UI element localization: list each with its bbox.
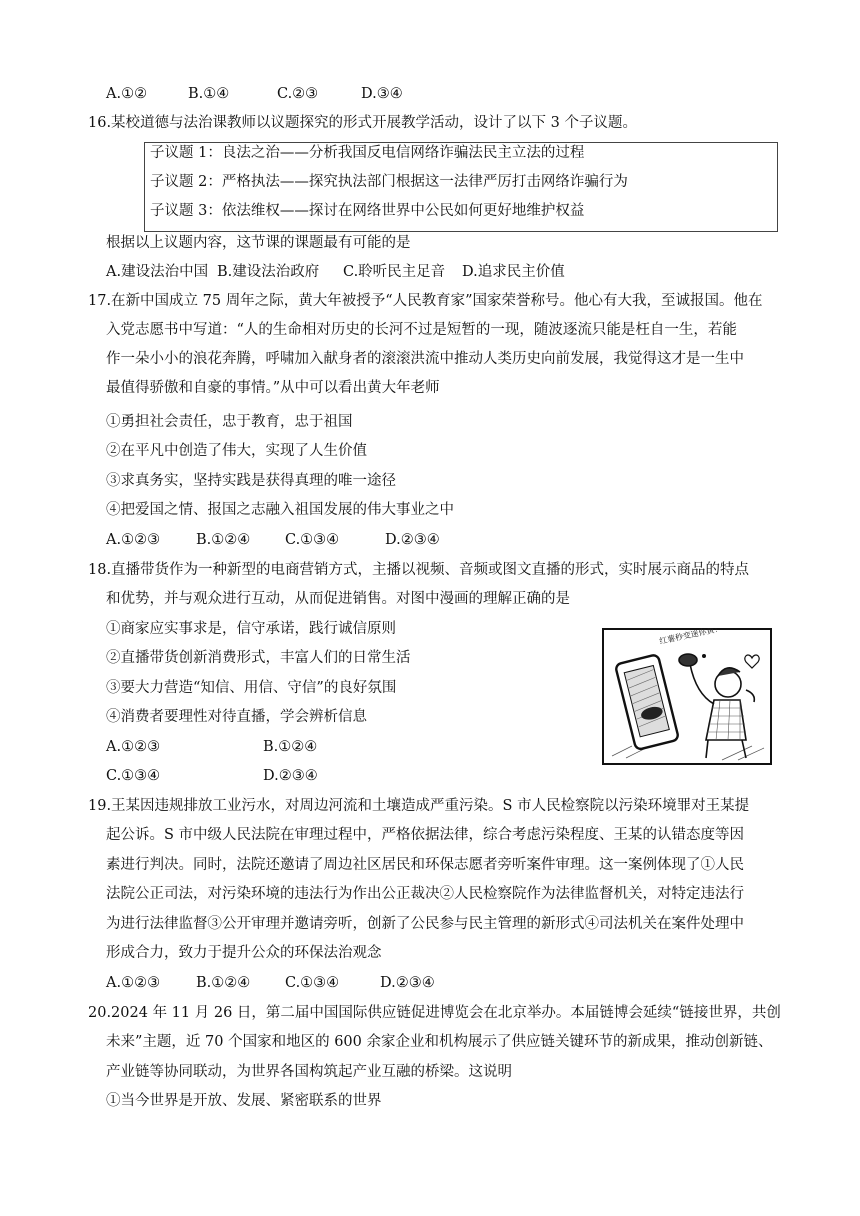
q18-item-2: ②直播带货创新消费形式，丰富人们的日常生活	[106, 650, 411, 666]
q19-option-c: C.①③④	[285, 975, 340, 991]
q18-item-1: ①商家应实事求是，信守承诺，践行诚信原则	[106, 621, 396, 637]
q19-stem-line-3: 素进行判决。同时，法院还邀请了周边社区居民和环保志愿者旁听案件审理。这一案例体现了①人民	[106, 857, 744, 873]
q18-stem-line-1: 18.直播带货作为一种新型的电商营销方式，主播以视频、音频或图文直播的形式，实时展示商品的特点	[88, 562, 750, 578]
q15-option-b: B.①④	[188, 86, 230, 102]
q16-question: 根据以上议题内容，这节课的课题最有可能的是	[106, 235, 411, 251]
q17-option-a: A.①②③	[106, 532, 161, 548]
q19-option-d: D.②③④	[380, 975, 435, 991]
q17-stem-line-1: 17.在新中国成立 75 周年之际，黄大年被授予“人民教育家”国家荣誉称号。他心有大我，至诚报国。他在	[88, 293, 763, 309]
q17-option-b: B.①②④	[196, 532, 251, 548]
q19-stem-line-6: 形成合力，致力于提升公众的环保法治观念	[106, 945, 382, 961]
q17-option-c: C.①③④	[285, 532, 340, 548]
q17-item-1: ①勇担社会责任，忠于教育，忠于祖国	[106, 414, 353, 430]
q20-item-1: ①当今世界是开放、发展、紧密联系的世界	[106, 1093, 382, 1109]
q19-stem-line-2: 起公诉。S 市中级人民法院在审理过程中，严格依据法律，综合考虑污染程度、王某的认错态度等因	[106, 827, 745, 843]
q17-item-3: ③求真务实，坚持实践是获得真理的唯一途径	[106, 473, 396, 489]
q17-stem-line-2: 入党志愿书中写道：“人的生命相对历史的长河不过是短暂的一现，随波逐流只能是枉自一生，若能	[106, 322, 737, 338]
q18-stem-line-2: 和优势，并与观众进行互动，从而促进销售。对图中漫画的理解正确的是	[106, 591, 570, 607]
q16-subtopic-1: 子议题 1：良法之治——分析我国反电信网络诈骗法民主立法的过程	[150, 145, 585, 161]
q17-item-2: ②在平凡中创造了伟大，实现了人生价值	[106, 443, 367, 459]
q16-subtopic-2: 子议题 2：严格执法——探究执法部门根据这一法律严厉打击网络诈骗行为	[150, 174, 628, 190]
q18-option-b: B.①②④	[263, 739, 318, 755]
q20-stem-line-3: 产业链等协同联动，为世界各国构筑起产业互融的桥梁。这说明	[106, 1064, 512, 1080]
q17-item-4: ④把爱国之情、报国之志融入祖国发展的伟大事业之中	[106, 502, 454, 518]
q19-stem-line-1: 19.王某因违规排放工业污水，对周边河流和土壤造成严重污染。S 市人民检察院以污染环境罪对王某提	[88, 798, 750, 814]
q16-option-c: C.聆听民主足音	[343, 264, 446, 280]
q15-options	[106, 84, 403, 104]
q16-option-b: B.建设法治政府	[217, 264, 320, 280]
q20-stem-line-1: 20.2024 年 11 月 26 日，第二届中国国际供应链促进博览会在北京举办。本届链博会延续“链接世界，共创	[88, 1005, 781, 1021]
q17-option-d: D.②③④	[385, 532, 440, 548]
q18-options-row-1	[106, 737, 317, 757]
q18-option-d: D.②③④	[263, 768, 318, 784]
q15-option-d: D.③④	[361, 86, 403, 102]
q19-stem-line-5: 为进行法律监督③公开审理并邀请旁听，创新了公民参与民主管理的新形式④司法机关在案件处理中	[106, 916, 744, 932]
q18-options-row-2	[106, 766, 318, 786]
q20-stem-line-2: 未来”主题，近 70 个国家和地区的 600 余家企业和机构展示了供应链关键环节的新成果，推动创新链、	[106, 1034, 773, 1050]
q15-option-c: C.②③	[277, 86, 319, 102]
q16-option-d: D.追求民主价值	[462, 264, 565, 280]
q18-option-c: C.①③④	[106, 768, 161, 784]
q16-subtopic-box	[144, 142, 778, 232]
q16-stem: 16.某校道德与法治课教师以议题探究的形式开展教学活动，设计了以下 3 个子议题。	[88, 115, 638, 131]
q16-option-a: A.建设法治中国	[106, 264, 209, 280]
q17-options	[106, 530, 440, 550]
q19-stem-line-4: 法院公正司法，对污染环境的违法行为作出公正裁决②人民检察院作为法律监督机关，对特定违法行	[106, 886, 744, 902]
q17-stem-line-3: 作一朵小小的浪花奔腾，呼啸加入献身者的滚滚洪流中推动人类历史向前发展，我觉得这才是一生中	[106, 351, 744, 367]
q18-item-3: ③要大力营造“知信、用信、守信”的良好氛围	[106, 680, 397, 696]
q18-item-4: ④消费者要理性对待直播，学会辨析信息	[106, 709, 367, 725]
q19-option-b: B.①②④	[196, 975, 251, 991]
q18-option-a: A.①②③	[106, 739, 161, 755]
q16-subtopic-3: 子议题 3：依法维权——探讨在网络世界中公民如何更好地维护权益	[150, 203, 585, 219]
q19-options	[106, 973, 435, 993]
q17-stem-line-4: 最值得骄傲和自豪的事情。”从中可以看出黄大年老师	[106, 380, 440, 396]
cartoon-caption: 红薯秒变迷你黄！	[658, 628, 724, 646]
q15-option-a: A.①②	[106, 86, 148, 102]
live-stream-cartoon	[602, 628, 772, 765]
q16-options	[106, 262, 565, 282]
q19-option-a: A.①②③	[106, 975, 161, 991]
